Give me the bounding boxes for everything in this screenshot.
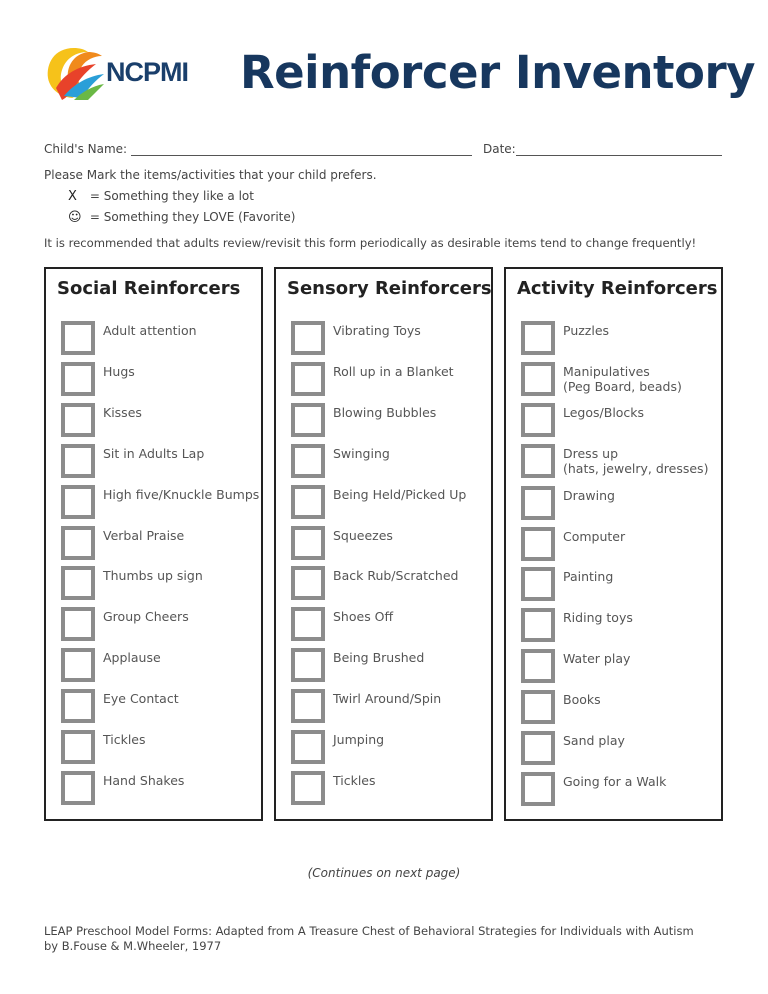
legend-text: = Something they LOVE (Favorite) [89, 210, 296, 224]
item-label-subline: (Peg Board, beads) [563, 378, 682, 394]
item-label-line: Painting [563, 569, 614, 585]
item-label [103, 773, 184, 788]
item-label-line: Hand Shakes [103, 772, 185, 788]
item-label [563, 733, 625, 748]
item-label-line: Roll up in a Blanket [333, 363, 454, 379]
footer-credit: LEAP Preschool Model Forms: Adapted from A Treasure Chest of Behavioral Strategies for Individuals with Autism by B.Fouse & M.Wheeler, 1977 [44, 924, 694, 953]
checkbox[interactable] [61, 689, 95, 723]
item-label [333, 773, 376, 788]
item-label [563, 569, 613, 584]
item-label-line: High five/Knuckle Bumps [103, 486, 260, 502]
swirl-logo-icon [44, 44, 106, 102]
item-label-line: Jumping [333, 732, 385, 747]
item-label-line: Blowing Bubbles [333, 404, 437, 420]
smiley-icon: ☺ [68, 210, 82, 225]
item-label-line: Back Rub/Scratched [333, 568, 459, 584]
x-mark-icon: X [68, 189, 77, 204]
panel-title: Activity Reinforcers [517, 278, 718, 299]
logo-text: NCPMI [106, 57, 188, 87]
item-label-line: Legos/Blocks [563, 405, 645, 421]
item-label [103, 405, 142, 420]
checkbox[interactable] [291, 403, 325, 437]
item-label-line: Manipulatives [563, 363, 650, 379]
item-label-line: Thumbs up sign [103, 568, 203, 584]
item-label-line: Group Cheers [103, 609, 189, 625]
item-label-line: Adult attention [103, 323, 197, 338]
instruction-text: Please Mark the items/activities that your child prefers. [44, 168, 377, 182]
item-label-line: Sand play [563, 733, 625, 748]
checkbox[interactable] [61, 444, 95, 478]
checkbox[interactable] [291, 730, 325, 764]
item-label-line: Tickles [103, 732, 146, 747]
checkbox[interactable] [521, 649, 555, 683]
item-label [563, 529, 625, 544]
item-label-line: Shoes Off [333, 609, 394, 625]
checkbox[interactable] [521, 403, 555, 437]
item-label-line: Water play [563, 651, 631, 667]
page-title: Reinforcer Inventory [240, 46, 755, 99]
checkbox[interactable] [291, 362, 325, 396]
checkbox[interactable] [521, 362, 555, 396]
checkbox[interactable] [291, 771, 325, 805]
checkbox[interactable] [521, 486, 555, 520]
child-name-field[interactable] [131, 155, 472, 156]
item-label-line: Riding toys [563, 610, 633, 626]
item-label [563, 774, 666, 789]
item-label-line: Puzzles [563, 323, 610, 338]
item-label-line: Kisses [103, 404, 142, 420]
item-label-line: Tickles [333, 772, 376, 788]
item-label [333, 732, 384, 747]
item-label [333, 446, 390, 461]
panel-title: Social Reinforcers [57, 278, 241, 299]
checkbox[interactable] [291, 485, 325, 519]
checkbox[interactable] [521, 527, 555, 561]
checkbox[interactable] [521, 772, 555, 806]
item-label [563, 364, 682, 394]
checkbox[interactable] [291, 444, 325, 478]
item-label [563, 405, 644, 420]
item-label [563, 610, 633, 625]
date-field[interactable] [516, 155, 722, 156]
date-label: Date: [483, 142, 516, 156]
checkbox[interactable] [61, 730, 95, 764]
item-label [103, 364, 135, 379]
checkbox[interactable] [61, 362, 95, 396]
item-label-line: Books [563, 692, 601, 708]
item-label [103, 568, 203, 583]
checkbox[interactable] [61, 607, 95, 641]
item-label [333, 650, 424, 665]
checkbox[interactable] [61, 771, 95, 805]
checkbox[interactable] [521, 608, 555, 642]
item-label-line: Sit in Adults Lap [103, 445, 205, 461]
checkbox[interactable] [61, 648, 95, 682]
item-label [103, 732, 146, 747]
item-label-line: Being Held/Picked Up [333, 486, 467, 502]
ncpmi-logo [44, 44, 194, 102]
item-label-line: Dress up [563, 446, 619, 462]
checkbox[interactable] [521, 567, 555, 601]
checkbox[interactable] [61, 566, 95, 600]
item-label [563, 651, 630, 666]
continues-note: (Continues on next page) [307, 866, 461, 880]
item-label-line: Swinging [333, 445, 390, 461]
checkbox[interactable] [61, 403, 95, 437]
checkbox[interactable] [521, 444, 555, 478]
item-label-line: Being Brushed [333, 650, 425, 666]
item-label-line: Applause [103, 650, 161, 666]
item-label [103, 691, 179, 706]
item-label [563, 488, 615, 503]
item-label-line: Eye Contact [103, 691, 179, 707]
panel-title: Sensory Reinforcers [287, 278, 492, 299]
item-label [563, 446, 708, 476]
legend-row-love [68, 210, 295, 225]
checkbox[interactable] [521, 690, 555, 724]
checkbox[interactable] [291, 607, 325, 641]
legend-text: = Something they like a lot [89, 189, 254, 203]
item-label [103, 487, 259, 502]
item-label [103, 609, 189, 624]
item-label [103, 323, 197, 338]
sensory-reinforcers-panel [274, 267, 493, 821]
activity-reinforcers-panel [504, 267, 723, 821]
item-label [333, 364, 454, 379]
item-label-line: Drawing [563, 487, 615, 503]
checkbox[interactable] [61, 485, 95, 519]
child-name-label: Child's Name: [44, 142, 128, 156]
item-label-line: Twirl Around/Spin [333, 691, 442, 707]
item-label [333, 568, 458, 583]
item-label-line: Going for a Walk [563, 773, 667, 789]
checkbox[interactable] [61, 526, 95, 560]
item-label-line: Squeezes [333, 527, 393, 543]
item-label [103, 650, 161, 665]
checkbox[interactable] [291, 689, 325, 723]
checkbox[interactable] [291, 648, 325, 682]
checkbox[interactable] [521, 731, 555, 765]
item-label-line: Verbal Praise [103, 527, 185, 543]
social-reinforcers-panel [44, 267, 263, 821]
item-label [333, 405, 436, 420]
checkbox[interactable] [61, 321, 95, 355]
item-label-subline: (hats, jewelry, dresses) [563, 461, 709, 477]
checkbox[interactable] [521, 321, 555, 355]
item-label [333, 487, 466, 502]
item-label-line: Hugs [103, 363, 135, 379]
checkbox[interactable] [291, 526, 325, 560]
item-label [103, 446, 204, 461]
item-label [333, 691, 441, 706]
item-label [333, 609, 393, 624]
item-label-line: Computer [563, 528, 626, 544]
review-note: It is recommended that adults review/revisit this form periodically as desirable items tend to change frequently! [44, 236, 697, 250]
checkbox[interactable] [291, 566, 325, 600]
item-label-line: Vibrating Toys [333, 323, 421, 338]
checkbox[interactable] [291, 321, 325, 355]
item-label [333, 528, 393, 543]
item-label [563, 692, 601, 707]
item-label [103, 528, 184, 543]
item-label [563, 323, 609, 338]
item-label [333, 323, 421, 338]
legend-row-like [68, 189, 254, 204]
